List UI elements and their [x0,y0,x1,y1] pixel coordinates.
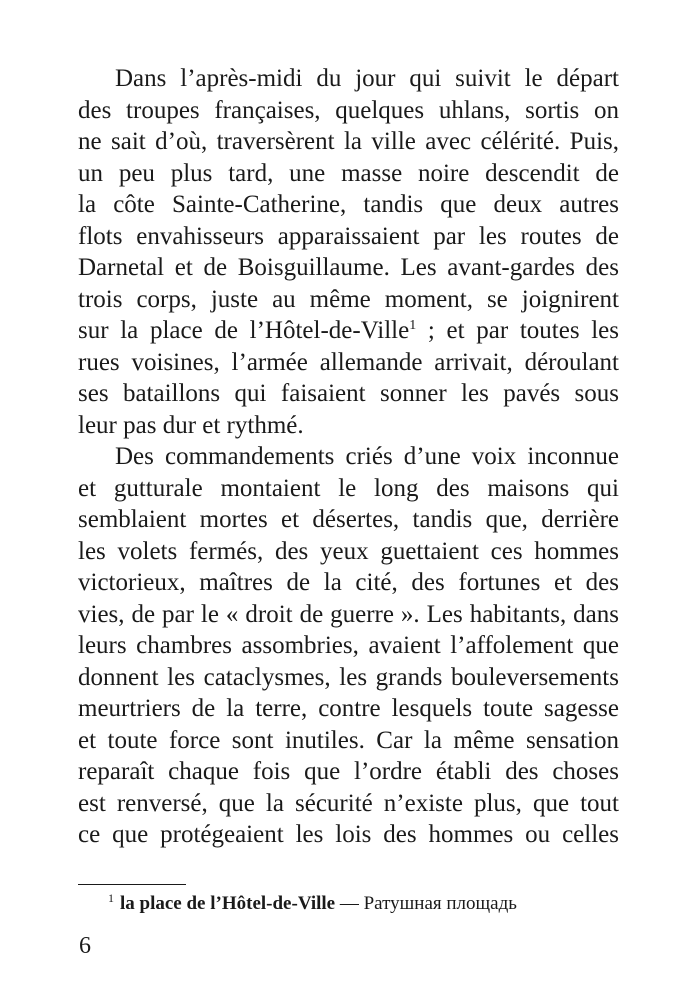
text-line: la côte Sainte-Catherine, tandis que deux autres [78,191,619,218]
text-line: leurs chambres assombries, avaient l’affolement que [78,632,619,659]
text-line: meurtriers de la terre, contre lesquels toute sagesse [78,695,619,722]
body-text [78,63,619,851]
text-line-with-footnote-ref [78,315,619,347]
text-line: Darnetal et de Boisguillaume. Les avant-gardes des [78,254,619,281]
text-line: ses bataillons qui faisaient sonner les pavés sous [78,380,619,407]
footnote-term: la place de l’Hôtel-de-Ville [120,893,336,914]
text-line: et gutturale montaient le long des maisons qui [78,474,619,502]
paragraph [78,63,619,441]
footnote-marker: 1 [108,891,114,905]
text-line: flots envahisseurs apparaissaient par les routes de [78,222,619,250]
text-line: trois corps, juste au même moment, se joignirent [78,285,619,313]
footnote [108,891,517,917]
text-line: ce que protégeaient les lois des hommes ou celles [78,821,619,848]
text-line: des troupes françaises, quelques uhlans, sortis on [78,96,619,124]
text-line: leur pas dur et rythmé. [78,411,304,439]
footnote-divider [78,884,186,885]
text-line: ne sait d’où, traversèrent la ville avec célérité. Puis, [78,128,619,155]
text-segment: sur la place de l’Hôtel-de-Ville [78,317,410,344]
paragraph [78,441,619,851]
text-line: Des commandements criés d’une voix inconnue [115,443,619,470]
footnote-dash: — [335,893,364,914]
text-line: et toute force sont inutiles. Car la même sensation [78,726,619,754]
text-line: rues voisines, l’armée allemande arrivait, déroulant [78,348,619,376]
footnote-translation: Ратушная площадь [363,893,517,914]
text-line: les volets fermés, des yeux guettaient ces hommes [78,537,619,565]
text-line: Dans l’après-midi du jour qui suivit le départ [115,65,619,92]
text-line: un peu plus tard, une masse noire descendit de [78,159,619,187]
text-line: semblaient mortes et désertes, tandis que, derrière [78,506,619,533]
text-line: reparaît chaque fois que l’ordre établi des choses [78,758,619,785]
text-line: est renversé, que la sécurité n’existe plus, que tout [78,789,619,817]
page-number: 6 [79,933,91,959]
text-line: donnent les cataclysmes, les grands bouleversements [78,663,619,691]
text-line: vies, de par le « droit de guerre ». Les habitants, dans [78,600,619,628]
footnote-reference[interactable]: 1 [409,318,417,333]
text-segment: ; et par toutes les [416,317,619,344]
text-line: victorieux, maîtres de la cité, des fortunes et des [78,569,619,596]
